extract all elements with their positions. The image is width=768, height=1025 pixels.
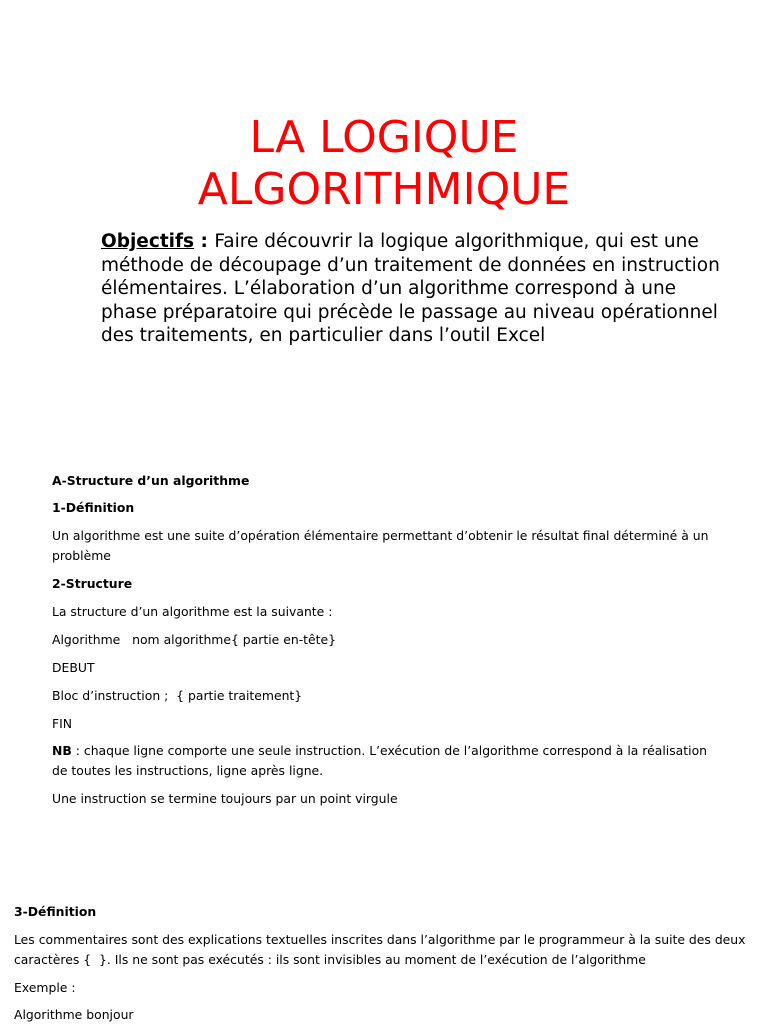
objectives-label: Objectifs bbox=[101, 231, 195, 252]
definition-text-line-2: problème bbox=[52, 548, 111, 563]
structure-line-debut: DEBUT bbox=[52, 660, 95, 675]
definition-text-line-1: Un algorithme est une suite d’opération élémentaire permettant d’obtenir le résultat final déterminé à un bbox=[52, 528, 709, 543]
objectives-separator: : bbox=[194, 231, 215, 252]
instruction-end-note: Une instruction se termine toujours par un point virgule bbox=[52, 791, 398, 806]
comments-text-line-1: Les commentaires sont des explications textuelles inscrites dans l’algorithme par le programmeur à la suite des deux bbox=[14, 932, 746, 947]
nb-note-line-1 bbox=[52, 741, 742, 761]
comments-text-line-2: caractères { }. Ils ne sont pas exécutés : ils sont invisibles au moment de l’exécution de l’algorithme bbox=[14, 952, 646, 967]
structure-intro: La structure d’un algorithme est la suivante : bbox=[52, 604, 333, 619]
section-a-heading: A-Structure d’un algorithme bbox=[52, 473, 250, 488]
structure-heading: 2-Structure bbox=[52, 576, 133, 591]
nb-label: NB bbox=[52, 743, 72, 758]
nb-text: : chaque ligne comporte une seule instruction. L’exécution de l’algorithme correspond à la réalisation bbox=[71, 743, 708, 758]
structure-line-algorithme: Algorithme nom algorithme{ partie en-tête} bbox=[52, 632, 337, 647]
structure-line-bloc: Bloc d’instruction ; { partie traitement} bbox=[52, 688, 303, 703]
structure-line-fin: FIN bbox=[52, 716, 73, 731]
title-line-1: LA LOGIQUE bbox=[249, 112, 519, 163]
definition-heading: 1-Définition bbox=[52, 500, 135, 515]
example-label: Exemple : bbox=[14, 980, 76, 995]
nb-note-line-2: de toutes les instructions, ligne après ligne. bbox=[52, 763, 324, 778]
document-title bbox=[0, 112, 768, 216]
example-line-1: Algorithme bonjour bbox=[14, 1007, 134, 1022]
title-line-2: ALGORITHMIQUE bbox=[197, 164, 571, 215]
section-3-heading: 3-Définition bbox=[14, 904, 97, 919]
objectives-text: Faire découvrir la logique algorithmique, qui est une méthode de découpage d’un traitement de données en instruction élémentaires. L’élaboration d’un algorithme correspond à une phase préparatoire qui précède le passage au niveau opérationnel des traitements, en particulier dans l’outil Excel bbox=[101, 231, 720, 347]
objectives-paragraph bbox=[101, 230, 721, 348]
